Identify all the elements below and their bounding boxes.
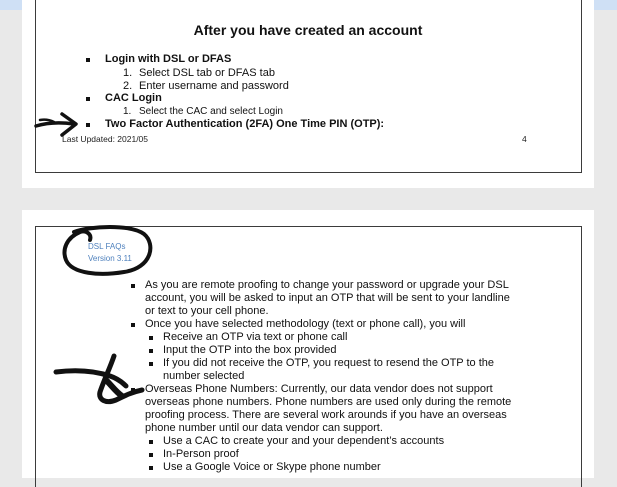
handwritten-circle-icon (60, 224, 160, 278)
bullet-icon (149, 453, 153, 457)
list-item: Select the CAC and select Login (139, 106, 283, 117)
paragraph-line: proofing process. There are several work arounds if you have an overseas (145, 409, 507, 421)
header-doc-name: DSL FAQs (88, 242, 126, 251)
sub-list-item: Use a Google Voice or Skype phone number (163, 461, 381, 473)
page-title: After you have created an account (193, 22, 423, 38)
list-item: Login with DSL or DFAS (105, 53, 232, 65)
bullet-icon (131, 284, 135, 288)
list-item: Enter username and password (139, 80, 289, 92)
bullet-icon (86, 58, 90, 62)
paragraph-line: Once you have selected methodology (text or phone call), you will (145, 318, 466, 330)
bullet-icon (149, 466, 153, 470)
footer-last-updated: Last Updated: 2021/05 (62, 134, 149, 144)
list-item: Two Factor Authentication (2FA) One Time PIN (OTP): (105, 118, 385, 130)
document-page-4 (22, 0, 594, 188)
sub-list-item: Input the OTP into the box provided (163, 344, 337, 356)
bullet-icon (131, 323, 135, 327)
list-number: 1. (123, 67, 133, 79)
bullet-icon (86, 97, 90, 101)
document-page-5 (22, 210, 594, 478)
list-item: CAC Login (105, 92, 162, 104)
list-number: 1. (123, 106, 132, 117)
page-number: 4 (522, 134, 527, 144)
sub-list-item: number selected (163, 370, 245, 382)
paragraph-line: phone number until our data vendor can support. (145, 422, 383, 434)
paragraph-line: account, you will be asked to input an OTP that will be sent to your landline (145, 292, 510, 304)
paragraph-line: As you are remote proofing to change your password or upgrade your DSL (145, 279, 509, 291)
bullet-icon (149, 336, 153, 340)
paragraph-line: Overseas Phone Numbers: Currently, our data vendor does not support (145, 383, 493, 395)
sub-list-item: In-Person proof (163, 448, 239, 460)
bullet-icon (149, 440, 153, 444)
sub-list-item: If you did not receive the OTP, you request to resend the OTP to the (163, 357, 495, 369)
list-number: 2. (123, 80, 133, 92)
header-version: Version 3.11 (88, 254, 132, 263)
paragraph-line: overseas phone numbers. Phone numbers are used only during the remote (145, 396, 512, 408)
handwritten-arrow-icon (32, 108, 92, 138)
paragraph-line: or text to your cell phone. (145, 305, 269, 317)
sub-list-item: Use a CAC to create your and your dependent’s accounts (163, 435, 445, 447)
list-item: Select DSL tab or DFAS tab (139, 67, 275, 79)
sub-list-item: Receive an OTP via text or phone call (163, 331, 348, 343)
handwritten-arrow-icon (52, 350, 152, 410)
